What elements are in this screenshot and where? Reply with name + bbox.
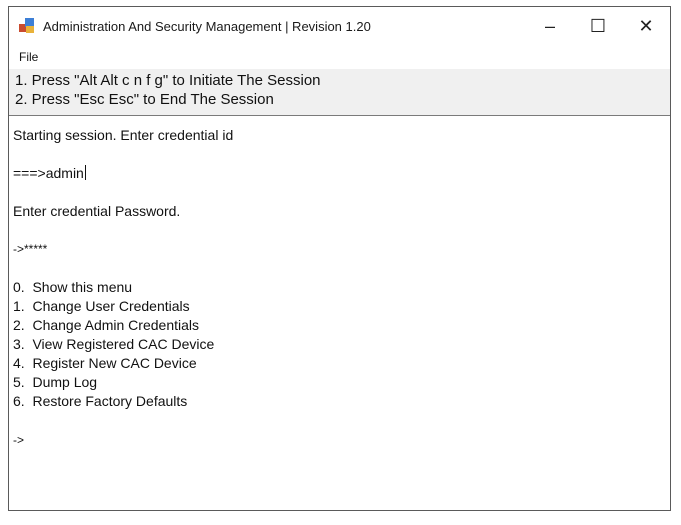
menu-option-0: 0. Show this menu — [13, 279, 133, 295]
maximize-button[interactable]: ☐ — [589, 15, 607, 36]
menu-file[interactable]: File — [19, 50, 39, 64]
menu-option-3: 3. View Registered CAC Device — [13, 336, 215, 352]
console-output[interactable] — [9, 116, 670, 449]
final-prompt[interactable]: -> — [13, 433, 25, 447]
prompt-credential: Starting session. Enter credential id — [13, 127, 234, 143]
app-window — [8, 6, 671, 511]
instructions-panel — [9, 69, 670, 116]
window-controls — [526, 7, 670, 45]
credential-input: ===>admin — [13, 165, 84, 181]
text-cursor — [85, 165, 86, 180]
menu-bar — [9, 45, 670, 69]
title-bar[interactable] — [9, 7, 670, 45]
menu-option-1: 1. Change User Credentials — [13, 298, 190, 314]
instruction-end: 2. Press "Esc Esc" to End The Session — [15, 91, 274, 108]
instruction-initiate: 1. Press "Alt Alt c n f g" to Initiate The Session — [15, 72, 321, 89]
menu-option-2: 2. Change Admin Credentials — [13, 317, 199, 333]
prompt-password: Enter credential Password. — [13, 203, 181, 219]
window-title: Administration And Security Management | Revision 1.20 — [43, 18, 371, 34]
minimize-button[interactable]: – — [544, 15, 555, 36]
menu-option-6: 6. Restore Factory Defaults — [13, 393, 188, 409]
close-button[interactable]: ✕ — [638, 15, 654, 36]
credential-input-line[interactable] — [13, 164, 666, 182]
app-icon — [19, 18, 35, 34]
command-menu — [13, 278, 666, 411]
menu-option-4: 4. Register New CAC Device — [13, 355, 197, 371]
menu-option-5: 5. Dump Log — [13, 374, 98, 390]
password-input: ->***** — [13, 242, 48, 256]
